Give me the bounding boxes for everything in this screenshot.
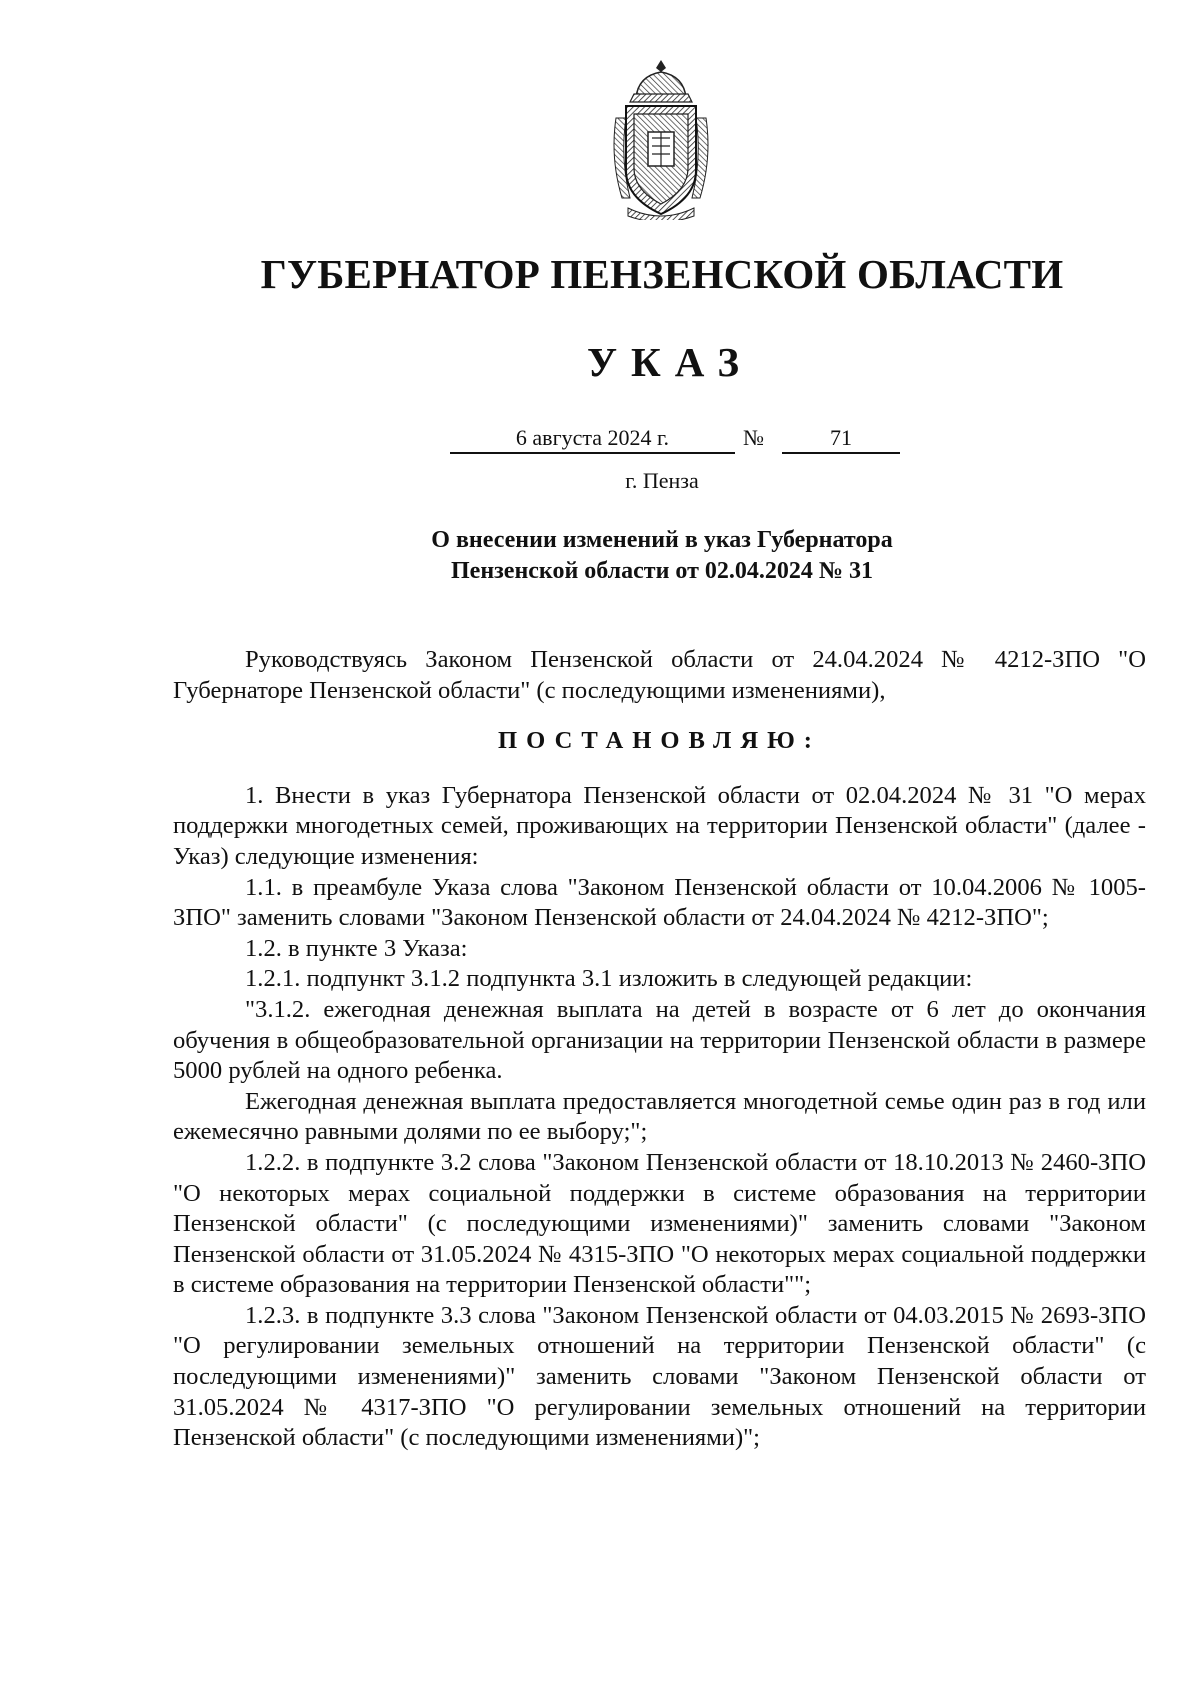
paragraph: 1. Внести в указ Губернатора Пензенской области от 02.04.2024 № 31 "О мерах поддержки многодетных семей, проживающих на территории Пензенской области" (далее - Указ) следующие изменения: [173,781,1146,870]
document-subject [62,525,1200,587]
paragraph: 1.2.2. в подпункте 3.2 слова "Законом Пензенской области от 18.10.2013 № 2460-ЗПО "О некоторых мерах социальной поддержки в системе образования на территории Пензенской области" (с последующими изменениями)" заменить словами "Законом Пензенской области от 31.05.2024 № 4315-ЗПО "О некоторых мерах социальной поддержки в системе образования на территории Пензенской области""; [173,1148,1146,1299]
paragraph: 1.2. в пункте 3 Указа: [245,934,468,962]
preamble: Руководствуясь Законом Пензенской области от 24.04.2024 № 4212-ЗПО "О Губернаторе Пензенской области" (с последующими изменениями), [173,646,1146,704]
paragraph: "3.1.2. ежегодная денежная выплата на детей в возрасте от 6 лет до окончания обучения в общеобразовательной организации на территории Пензенской области в размере 5000 рублей на одного ребенка. [173,995,1146,1085]
document-city: г. Пенза [625,468,699,493]
decree-word: ПОСТАНОВЛЯЮ: [498,727,821,755]
document-type: УКАЗ [586,339,754,385]
paragraph: Ежегодная денежная выплата предоставляется многодетной семье один раз в год или ежемесячно равными долями по ее выбору;"; [173,1087,1146,1146]
document-date: 6 августа 2024 г. [450,425,735,454]
subject-line-1: О внесении изменений в указ Губернатора [431,527,893,553]
paragraph: 1.2.3. в подпункте 3.3 слова "Законом Пензенской области от 04.03.2015 № 2693-ЗПО "О регулировании земельных отношений на территории Пензенской области" (с последующими изменениями)" заменить словами "Законом Пензенской области от 31.05.2024 № 4317-ЗПО "О регулировании земельных отношений на территории Пензенской области" (с последующими изменениями)"; [173,1301,1146,1452]
subject-line-2: Пензенской области от 02.04.2024 № 31 [451,558,873,584]
document-body [173,645,1146,1454]
paragraph: 1.1. в преамбуле Указа слова "Законом Пензенской области от 10.04.2006 № 1005-ЗПО" заменить словами "Законом Пензенской области от 24.04.2024 № 4212-ЗПО"; [173,873,1146,932]
number-sign: № [743,425,764,450]
issuing-authority: ГУБЕРНАТОР ПЕНЗЕНСКОЙ ОБЛАСТИ [260,251,1064,297]
paragraph: 1.2.1. подпункт 3.1.2 подпункта 3.1 изложить в следующей редакции: [245,965,973,993]
coat-of-arms-icon [608,58,714,220]
document-number: 71 [782,425,900,454]
date-number-line [450,425,910,459]
